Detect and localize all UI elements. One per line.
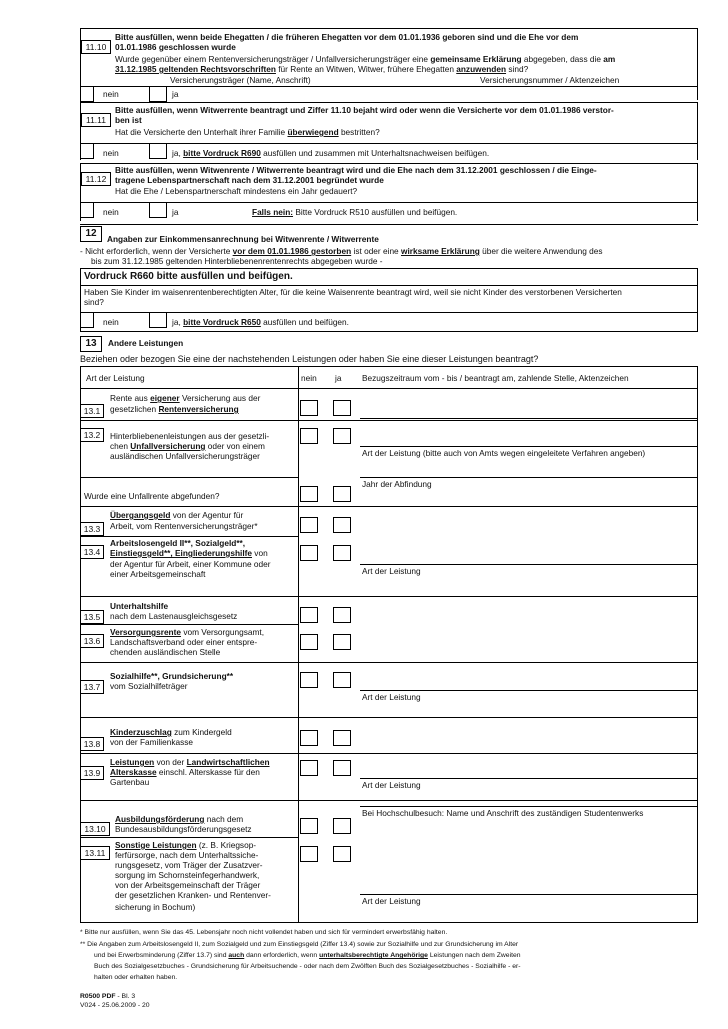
col-art-header: Art der Leistung — [86, 373, 145, 383]
r13-9-art-label: Art der Leistung — [362, 780, 421, 790]
r13-4-nein-checkbox[interactable] — [300, 545, 318, 561]
r13-10-studentenwerk-input[interactable] — [360, 806, 697, 807]
s12-question-line1: Haben Sie Kinder im waisenrentenberechtigten Alter, für die keine Waisenrente beantragt wird, weil sie nicht Kinder des verstorbenen Versicherten — [84, 287, 622, 297]
s11-10-heading-line1: Bitte ausfüllen, wenn beide Ehegatten / die früheren Ehegatten vor dem 01.01.1936 geboren sind und die Ehe vor dem — [115, 32, 579, 42]
r13-4-art-label: Art der Leistung — [362, 566, 421, 576]
s11-10-question-line2: 31.12.1985 geltenden Rechtsvorschriften für Rente an Witwen, Witwer, frühere Ehegatten anzuwenden sind? — [115, 64, 529, 74]
form-version: V024 - 25.06.2009 - 20 — [80, 1002, 150, 1009]
s11-11-heading-line2: ben ist — [115, 115, 142, 125]
col-zeitraum-header: Bezugszeitraum vom - bis / beantragt am, zahlende Stelle, Aktenzeichen — [362, 373, 629, 383]
section-number-11-10: 11.10 — [81, 40, 111, 54]
r13-10-nein-checkbox[interactable] — [300, 818, 318, 834]
footnote-1: * Bitte nur ausfüllen, wenn Sie das 45. Lebensjahr noch nicht vollendet haben und sich für vermindert erwerbsfähig halten. — [80, 929, 448, 936]
r13-2-nein-checkbox[interactable] — [300, 428, 318, 444]
row-number-13-2: 13.2 — [80, 428, 104, 442]
row-number-13-3: 13.3 — [80, 522, 104, 536]
s12-nein-checkbox[interactable] — [80, 312, 94, 328]
r13-5-line2: nach dem Lastenausgleichsgesetz — [110, 611, 238, 621]
r13-7-line1: Sozialhilfe**, Grundsicherung** — [110, 671, 234, 681]
section-number-12: 12 — [80, 226, 102, 242]
r13-2-art-label: Art der Leistung (bitte auch von Amts wegen eingeleitete Verfahren angeben) — [362, 448, 646, 458]
row-number-13-8: 13.8 — [80, 737, 104, 751]
r13-1-ja-checkbox[interactable] — [333, 400, 351, 416]
s11-12-ja-checkbox[interactable] — [149, 202, 167, 218]
s12-question-line2: sind? — [84, 297, 104, 307]
s11-12-nein-label: nein — [103, 207, 119, 217]
s11-12-falls-nein: Falls nein: Bitte Vordruck R510 ausfüllen und beifügen. — [252, 207, 458, 217]
s11-11-nein-checkbox[interactable] — [80, 143, 94, 159]
r13-11-line4: sorgung im Schornsteinfegerhandwerk, — [115, 870, 260, 880]
r13-4-art-input[interactable] — [360, 564, 697, 565]
section-13-title: Andere Leistungen — [108, 338, 184, 348]
r13-10-ja-checkbox[interactable] — [333, 818, 351, 834]
r13-9-art-input[interactable] — [360, 778, 697, 779]
r13-9-ja-checkbox[interactable] — [333, 760, 351, 776]
s12-ja-checkbox[interactable] — [149, 312, 167, 328]
s11-12-nein-checkbox[interactable] — [80, 202, 94, 218]
r13-11-line6: der gesetzlichen Kranken- und Rentenver- — [115, 890, 271, 900]
s11-12-heading-line2: tragene Lebenspartnerschaft nach dem 31.12.2001 begründet wurde — [115, 175, 384, 185]
r13-9-line1: Leistungen von der Landwirtschaftlichen — [110, 757, 270, 767]
r13-7-ja-checkbox[interactable] — [333, 672, 351, 688]
section-12-title: Angaben zur Einkommensanrechnung bei Witwenrente / Witwerrente — [107, 234, 379, 244]
r13-2-line2: chen Unfallversicherung oder von einem — [110, 441, 265, 451]
row-number-13-5: 13.5 — [80, 610, 104, 624]
s11-10-heading-line2: 01.01.1986 geschlossen wurde — [115, 42, 236, 52]
s13-question: Beziehen oder bezogen Sie eine der nachstehenden Leistungen oder haben Sie eine dieser Leistungen beantragt? — [80, 354, 539, 364]
r13-11-line7: sicherung in Bochum) — [115, 902, 196, 912]
r13-8-ja-checkbox[interactable] — [333, 730, 351, 746]
r13-9-line3: Gartenbau — [110, 777, 150, 787]
r13-2-ja-checkbox[interactable] — [333, 428, 351, 444]
s11-10-ja-label: ja — [172, 89, 179, 99]
s11-12-ja-label: ja — [172, 207, 179, 217]
s11-11-nein-label: nein — [103, 148, 119, 158]
row-number-13-7: 13.7 — [80, 680, 104, 694]
footnote-2-line3: Buch des Sozialgesetzbuches - Grundsicherung für Arbeitsuchende - oder nach dem Zwölften Buch des Sozialgesetzbuches - Sozialhilfe - er- — [94, 963, 521, 970]
versicherungstraeger-label: Versicherungsträger (Name, Anschrift) — [170, 75, 311, 85]
r13-3-ja-checkbox[interactable] — [333, 517, 351, 533]
r13-7-nein-checkbox[interactable] — [300, 672, 318, 688]
r13-6-line3: chenden ausländischen Stelle — [110, 647, 221, 657]
r13-9-line2: Alterskasse einschl. Alterskasse für den — [110, 767, 260, 777]
r13-11-art-input[interactable] — [360, 894, 697, 895]
versicherungsnummer-label: Versicherungsnummer / Aktenzeichen — [480, 75, 620, 85]
form-code: R0500 PDF - Bl. 3 — [80, 993, 136, 1000]
r13-11-nein-checkbox[interactable] — [300, 846, 318, 862]
r13-11-line3: rungsgesetz, vom Träger der Zusatzver- — [115, 860, 263, 870]
row-number-13-10: 13.10 — [80, 822, 110, 836]
s11-11-heading-line1: Bitte ausfüllen, wenn Witwerrente beantragt und Ziffer 11.10 bejaht wird oder wenn die Versicherte vor dem 01.01.1986 verstor- — [115, 105, 614, 115]
r13-5-nein-checkbox[interactable] — [300, 607, 318, 623]
s11-11-question: Hat die Versicherte den Unterhalt ihrer Familie überwiegend bestritten? — [115, 127, 380, 137]
r13-7-art-input[interactable] — [360, 690, 697, 691]
r13-9-nein-checkbox[interactable] — [300, 760, 318, 776]
s11-10-nein-label: nein — [103, 89, 119, 99]
abfindung-nein-checkbox[interactable] — [300, 486, 318, 502]
r13-10-studentenwerk-label: Bei Hochschulbesuch: Name und Anschrift des zuständigen Studentenwerks — [362, 808, 644, 818]
row-number-13-6: 13.6 — [80, 634, 104, 648]
r13-1-nein-checkbox[interactable] — [300, 400, 318, 416]
r13-6-line1: Versorgungsrente vom Versorgungsamt, — [110, 627, 265, 637]
r13-7-line2: vom Sozialhilfeträger — [110, 681, 188, 691]
r13-5-ja-checkbox[interactable] — [333, 607, 351, 623]
r13-6-nein-checkbox[interactable] — [300, 634, 318, 650]
row-number-13-1: 13.1 — [80, 404, 104, 418]
section-number-11-12: 11.12 — [81, 172, 111, 186]
s11-11-ja-checkbox[interactable] — [149, 143, 167, 159]
r13-11-ja-checkbox[interactable] — [333, 846, 351, 862]
section-number-11-11: 11.11 — [81, 113, 111, 127]
r13-2-art-input[interactable] — [360, 446, 697, 447]
r13-2-jahr-label: Jahr der Abfindung — [362, 479, 432, 489]
r13-3-nein-checkbox[interactable] — [300, 517, 318, 533]
s11-12-heading-line1: Bitte ausfüllen, wenn Witwenrente / Witwerrente beantragt wird und die Ehe nach dem 31.12.2001 geschlossen / die Einge- — [115, 165, 597, 175]
s11-11-ja-label: ja, bitte Vordruck R690 ausfüllen und zusammen mit Unterhaltsnachweisen beifügen. — [172, 148, 490, 158]
s11-10-question-line1: Wurde gegenüber einem Rentenversicherungsträger / Unfallversicherungsträger eine gemeinsame Erklärung abgegeben, dass die am — [115, 54, 616, 64]
r13-11-line1: Sonstige Leistungen (z. B. Kriegsop- — [115, 840, 257, 850]
r13-11-art-label: Art der Leistung — [362, 896, 421, 906]
unfallrente-abgefunden-question: Wurde eine Unfallrente abgefunden? — [84, 491, 220, 501]
r13-4-ja-checkbox[interactable] — [333, 545, 351, 561]
r13-8-line2: von der Familienkasse — [110, 737, 194, 747]
r13-2-line1: Hinterbliebenenleistungen aus der gesetzli- — [110, 431, 270, 441]
s12-note-line2: bis zum 31.12.1985 geltenden Hinterbliebenenrentenrechts abgegeben wurde - — [91, 256, 383, 266]
abfindung-ja-checkbox[interactable] — [333, 486, 351, 502]
r13-7-art-label: Art der Leistung — [362, 692, 421, 702]
row-number-13-9: 13.9 — [80, 766, 104, 780]
r660-title: Vordruck R660 bitte ausfüllen und beifügen. — [84, 271, 293, 282]
r13-1-line2: gesetzlichen Rentenversicherung — [110, 404, 239, 414]
r13-11-line5: von der Arbeitsgemeinschaft der Träger — [115, 880, 261, 890]
r13-10-line2: Bundesausbildungsförderungsgesetz — [115, 824, 252, 834]
col-ja-header: ja — [335, 373, 342, 383]
r13-8-line1: Kinderzuschlag zum Kindergeld — [110, 727, 232, 737]
r13-6-line2: Landschaftsverband oder einer entspre- — [110, 637, 258, 647]
r13-4-line2: Einstiegsgeld**, Eingliederungshilfe von — [110, 548, 268, 558]
r13-6-ja-checkbox[interactable] — [333, 634, 351, 650]
r13-8-nein-checkbox[interactable] — [300, 730, 318, 746]
r13-11-line2: ferfürsorge, nach dem Unterhaltssiche- — [115, 850, 259, 860]
s12-nein-label: nein — [103, 317, 119, 327]
s11-12-question: Hat die Ehe / Lebenspartnerschaft mindestens ein Jahr gedauert? — [115, 186, 358, 196]
s12-note-line1: - Nicht erforderlich, wenn der Versicherte vor dem 01.01.1986 gestorben ist oder eine wirksame Erklärung über die weitere Anwendung des — [80, 246, 603, 256]
r13-3-line1: Übergangsgeld von der Agentur für — [110, 510, 244, 520]
r13-5-line1: Unterhaltshilfe — [110, 601, 169, 611]
footnote-2-line2: und bei Erwerbsminderung (Ziffer 13.7) sind auch dann erforderlich, wenn unterhaltsberechtigte Angehörige Leistungen nach dem Zweiten — [94, 952, 521, 959]
r13-1-zeitraum-input[interactable] — [360, 418, 697, 419]
r13-2-line3: ausländischen Unfallversicherungsträger — [110, 451, 260, 461]
r13-4-line4: einer Arbeitsgemeinschaft — [110, 569, 206, 579]
r13-1-line1: Rente aus eigener Versicherung aus der — [110, 393, 261, 403]
footnote-2-line4: halten oder erhalten haben. — [94, 974, 178, 981]
r13-4-line3: der Agentur für Arbeit, einer Kommune oder — [110, 559, 271, 569]
r13-2-jahr-input[interactable] — [360, 477, 697, 478]
row-number-13-11: 13.11 — [80, 846, 110, 860]
r13-4-line1: Arbeitslosengeld II**, Sozialgeld**, — [110, 538, 246, 548]
r13-10-line1: Ausbildungsförderung nach dem — [115, 814, 244, 824]
r13-3-line2: Arbeit, vom Rentenversicherungsträger* — [110, 521, 258, 531]
section-number-13: 13 — [80, 336, 102, 352]
footnote-2-line1: ** Die Angaben zum Arbeitslosengeld II, zum Sozialgeld und zum Einstiegsgeld (Ziffer 13.4) sowie zur Sozialhilfe und zur Grundsicherung im Alter — [80, 941, 519, 948]
row-number-13-4: 13.4 — [80, 545, 104, 559]
col-nein-header: nein — [301, 373, 317, 383]
s11-10-nein-checkbox[interactable] — [149, 86, 167, 102]
s11-10-ja-checkbox[interactable] — [80, 86, 94, 102]
s12-ja-label: ja, bitte Vordruck R650 ausfüllen und beifügen. — [172, 317, 349, 327]
